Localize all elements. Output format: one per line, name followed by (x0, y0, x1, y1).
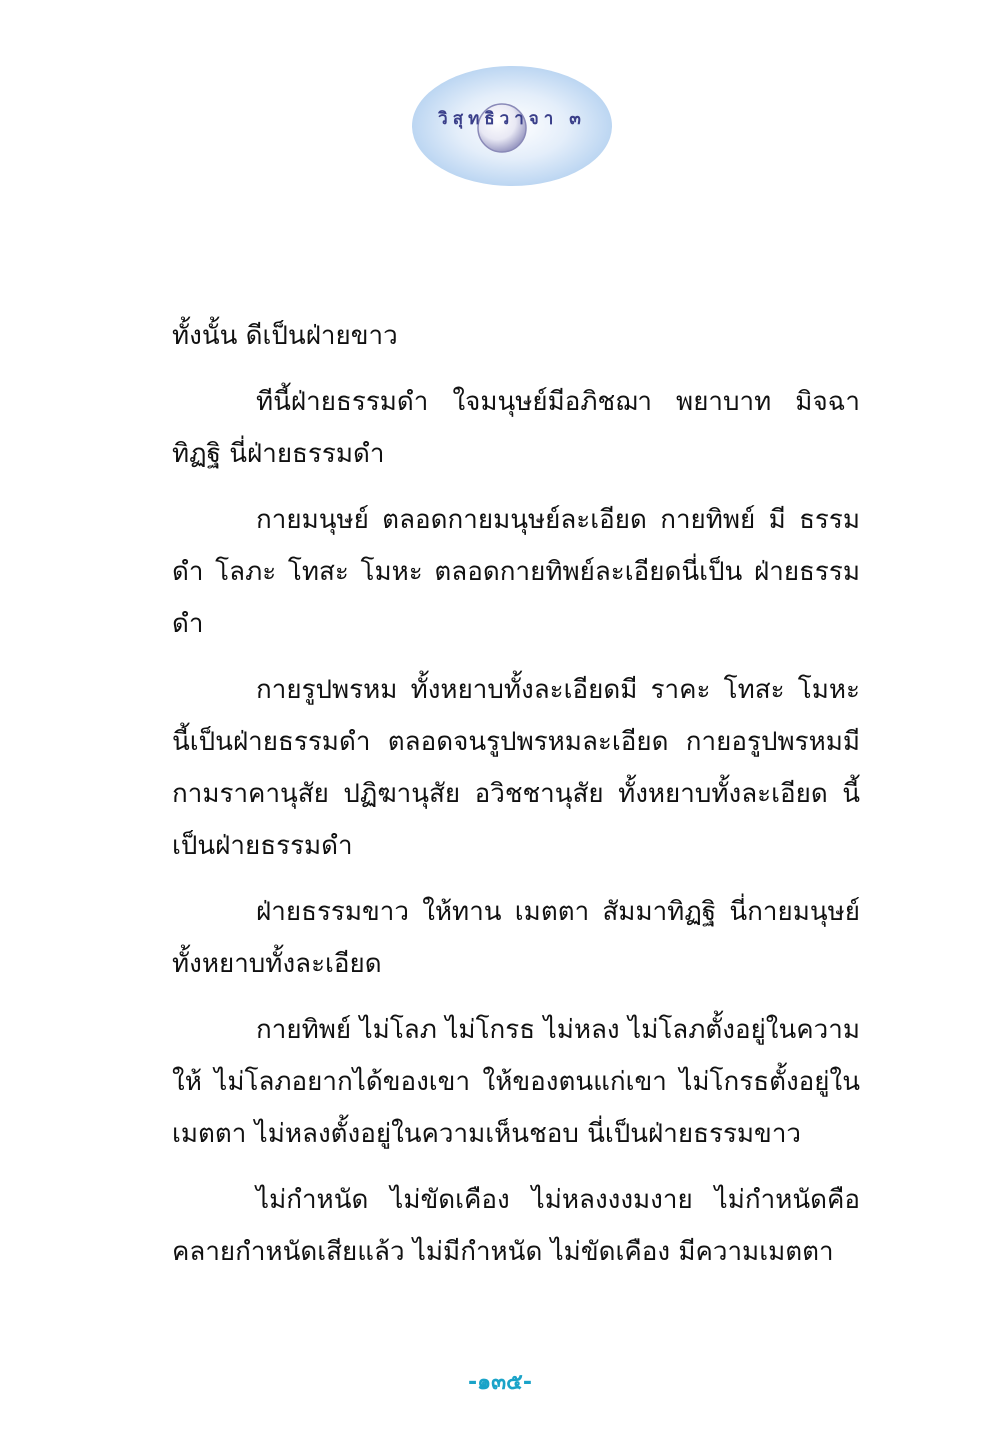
paragraph-7: ไม่กำหนัด ไม่ขัดเคือง ไม่หลงงงมงาย ไม่กำหนัดคือ คลายกำหนัดเสียแล้ว ไม่มีกำหนัด ไม่ขัดเคือง มีความเมตตา (172, 1185, 860, 1267)
paragraph-5: ฝ่ายธรรมขาว ให้ทาน เมตตา สัมมาทิฏฐิ นี่กายมนุษย์ ทั้งหยาบทั้งละเอียด (172, 897, 860, 979)
book-logo (410, 64, 614, 188)
document-body (172, 310, 860, 1292)
paragraph-3: กายมนุษย์ ตลอดกายมนุษย์ละเอียด กายทิพย์ มี ธรรมดำ โลภะ โทสะ โมหะ ตลอดกายทิพย์ละเอียดนี่เป็น ฝ่ายธรรมดำ (172, 505, 860, 639)
paragraph-2: ทีนี้ฝ่ายธรรมดำ ใจมนุษย์มีอภิชฌา พยาบาท มิจฉาทิฏฐิ นี่ฝ่ายธรรมดำ (172, 387, 860, 469)
paragraph-4: กายรูปพรหม ทั้งหยาบทั้งละเอียดมี ราคะ โทสะ โมหะ นี้เป็นฝ่ายธรรมดำ ตลอดจนรูปพรหมละเอียด กายอรูปพรหมมี กามราคานุสัย ปฏิฆานุสัย อวิชชานุสัย ทั้งหยาบทั้งละเอียด นี้เป็นฝ่ายธรรมดำ (172, 675, 860, 861)
page-number: -๑๓๕- (468, 1370, 532, 1395)
logo-title: วิสุทธิวาจา ๓ (438, 108, 586, 129)
paragraph-6: กายทิพย์ ไม่โลภ ไม่โกรธ ไม่หลง ไม่โลภตั้งอยู่ในความให้ ไม่โลภอยากได้ของเขา ให้ของตนแก่เขา ไม่โกรธตั้งอยู่ในเมตตา ไม่หลงตั้งอยู่ในความเห็นชอบ นี่เป็นฝ่ายธรรมขาว (172, 1015, 860, 1149)
paragraph-1: ทั้งนั้น ดีเป็นฝ่ายขาว (172, 321, 398, 351)
